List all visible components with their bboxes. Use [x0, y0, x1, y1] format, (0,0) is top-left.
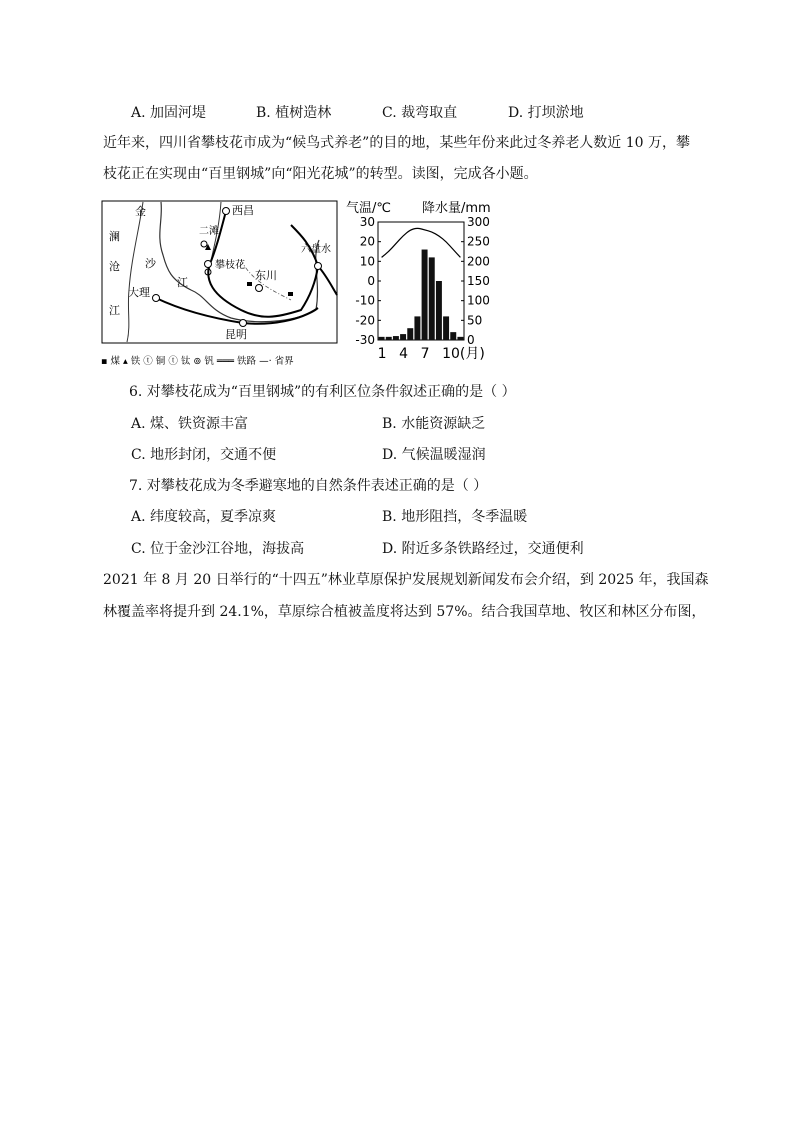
month-tick-label: 1 [377, 346, 387, 362]
label-ertan: 二滩 [199, 226, 219, 237]
climate-chart [342, 198, 520, 366]
precip-tick-label: 300 [467, 215, 490, 229]
month-tick-label: 10(月) [442, 346, 485, 362]
precip-bar-2 [386, 337, 392, 340]
label-jiang-mid: 江 [177, 276, 188, 289]
label-panzhihua: 攀枝花 [215, 260, 245, 271]
closing-line-1: 2021 年 8 月 20 日举行的“十四五”林业草原保护发展规划新闻发布会介绍，到 2025 年，我国森 [103, 572, 709, 588]
prev-option-d: D. 打坝淤地 [508, 105, 584, 121]
label-jiang-left: 江 [109, 304, 120, 317]
intro-line-2: 枝花正在实现由“百里钢城”向“阳光花城”的转型。读图，完成各小题。 [103, 166, 538, 182]
q6-option-b[interactable]: B. 水能资源缺乏 [382, 416, 486, 432]
precip-bar-3 [393, 336, 399, 340]
city-xichang [223, 208, 230, 215]
temp-tick-label: 0 [367, 274, 375, 288]
label-xichang: 西昌 [232, 204, 254, 217]
precip-bar-4 [400, 334, 406, 340]
precip-bar-9 [436, 281, 442, 340]
precip-bar-12 [457, 337, 463, 340]
label-dongchuan: 东川 [255, 269, 277, 282]
location-map [101, 200, 341, 372]
precip-bar-8 [429, 257, 435, 340]
temp-tick-label: 10 [359, 254, 375, 269]
city-panzhihua [205, 261, 212, 268]
precip-axis-label: 降水量/mm [422, 201, 491, 216]
q6-option-c[interactable]: C. 地形封闭，交通不便 [131, 447, 277, 463]
temp-tick-label: -10 [355, 293, 375, 308]
city-kunming [240, 320, 247, 327]
precip-tick-label: 150 [467, 274, 490, 288]
precip-bar-11 [450, 332, 456, 340]
prev-option-c: C. 裁弯取直 [382, 105, 458, 121]
city-dali [153, 295, 160, 302]
temp-tick-label: -30 [355, 333, 375, 347]
precip-bar-5 [407, 328, 413, 340]
precip-bar-10 [443, 316, 449, 340]
precip-tick-label: 50 [467, 313, 483, 328]
label-kunming: 昆明 [225, 328, 247, 341]
precip-tick-label: 200 [467, 254, 490, 269]
label-jin: 金 [135, 205, 146, 218]
q6-stem: 6. 对攀枝花成为“百里钢城”的有利区位条件叙述正确的是（ ） [129, 384, 516, 400]
label-sha: 沙 [145, 257, 156, 270]
label-lan: 澜 [109, 230, 120, 243]
precip-bar-6 [414, 316, 420, 340]
precip-tick-label: 0 [467, 333, 475, 347]
prev-option-a: A. 加固河堤 [131, 105, 207, 121]
map-legend: ▪ 煤 ▴ 铁 ⓣ 铜 ⓣ 钛 ⊚ 钒 ═══ 铁路 —· 省界 [101, 356, 294, 367]
city-liupanshui [315, 263, 322, 270]
precip-bar-7 [422, 250, 428, 340]
label-liupanshui: 六盘水 [301, 244, 331, 255]
label-cang: 沧 [109, 260, 120, 273]
city-dongchuan [256, 285, 263, 292]
month-tick-label: 4 [399, 346, 409, 362]
precip-bar-1 [379, 337, 385, 340]
q7-option-d[interactable]: D. 附近多条铁路经过，交通便利 [382, 541, 584, 557]
temp-tick-label: -20 [355, 313, 375, 328]
temp-tick-label: 30 [359, 215, 375, 229]
q7-option-a[interactable]: A. 纬度较高，夏季凉爽 [131, 509, 277, 525]
q6-option-a[interactable]: A. 煤、铁资源丰富 [131, 416, 249, 432]
q7-stem: 7. 对攀枝花成为冬季避寒地的自然条件表述正确的是（ ） [129, 478, 488, 494]
temp-tick-label: 20 [359, 234, 375, 249]
q7-option-c[interactable]: C. 位于金沙江谷地，海拔高 [131, 541, 305, 557]
coal-symbol [247, 282, 252, 286]
q7-option-b[interactable]: B. 地形阻挡，冬季温暖 [382, 509, 528, 525]
coal-symbol [288, 292, 293, 296]
precip-tick-label: 100 [467, 293, 490, 308]
q6-option-d[interactable]: D. 气候温暖湿润 [382, 447, 486, 463]
precip-tick-label: 250 [467, 234, 490, 249]
intro-line-1: 近年来，四川省攀枝花市成为“候鸟式养老”的目的地，某些年份来此过冬养老人数近 10 万，攀 [103, 135, 691, 151]
prev-option-b: B. 植树造林 [256, 105, 332, 121]
month-tick-label: 7 [420, 346, 430, 362]
temperature-curve [382, 228, 461, 257]
label-dali: 大理 [128, 286, 150, 299]
closing-line-2: 林覆盖率将提升到 24.1%，草原综合植被盖度将达到 57%。结合我国草地、牧区和林区分布图， [103, 604, 706, 620]
temp-axis-label: 气温/℃ [346, 201, 391, 216]
